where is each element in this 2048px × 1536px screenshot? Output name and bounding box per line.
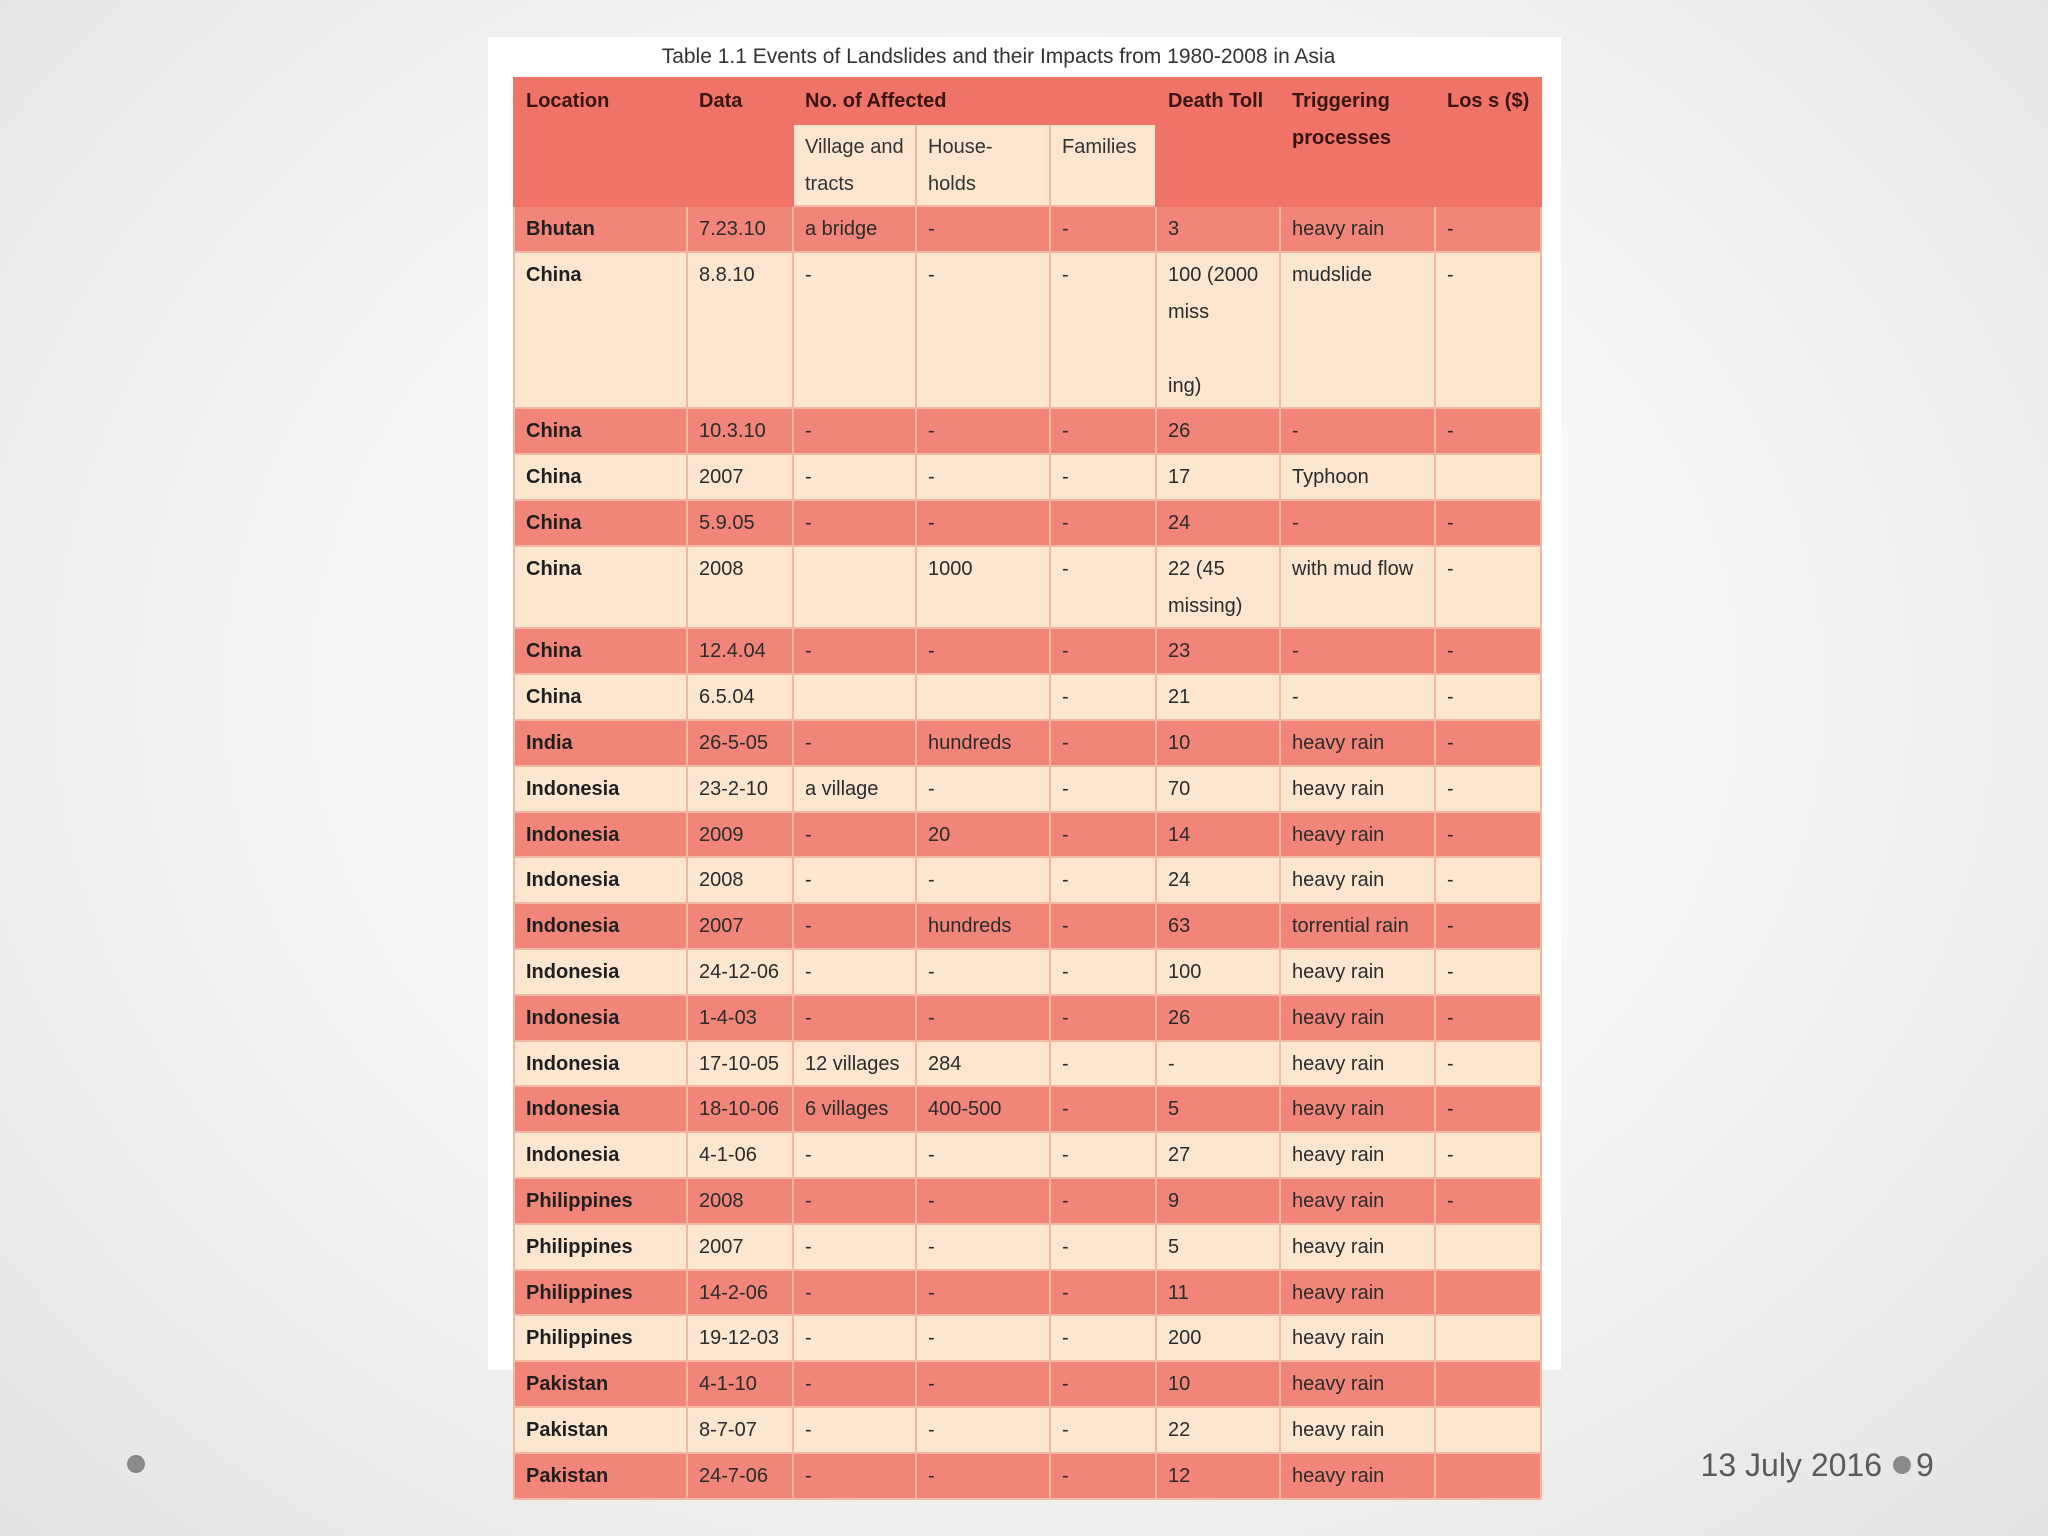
cell-death-toll: 14 xyxy=(1156,812,1280,858)
cell-death-toll: 12 xyxy=(1156,1453,1280,1499)
cell-loss: - xyxy=(1435,1132,1541,1178)
cell-location: China xyxy=(514,500,687,546)
cell-village: - xyxy=(793,1224,916,1270)
table-row xyxy=(514,454,1541,500)
header-row xyxy=(514,78,1541,124)
cell-households: - xyxy=(916,454,1050,500)
cell-village: - xyxy=(793,903,916,949)
cell-location: Indonesia xyxy=(514,903,687,949)
cell-date: 26-5-05 xyxy=(687,720,793,766)
cell-families: - xyxy=(1050,546,1156,629)
cell-households: - xyxy=(916,766,1050,812)
header-triggering: Triggering processes xyxy=(1280,78,1435,206)
cell-date: 8-7-07 xyxy=(687,1407,793,1453)
cell-location: Indonesia xyxy=(514,812,687,858)
cell-households: - xyxy=(916,1132,1050,1178)
cell-families: - xyxy=(1050,1270,1156,1316)
table-row xyxy=(514,252,1541,408)
cell-village: - xyxy=(793,1361,916,1407)
cell-date: 4-1-06 xyxy=(687,1132,793,1178)
cell-households: - xyxy=(916,857,1050,903)
table-row xyxy=(514,546,1541,629)
cell-death-toll: 21 xyxy=(1156,674,1280,720)
cell-families: - xyxy=(1050,454,1156,500)
cell-village: - xyxy=(793,1453,916,1499)
cell-families: - xyxy=(1050,949,1156,995)
cell-death-toll: 24 xyxy=(1156,500,1280,546)
cell-triggering: - xyxy=(1280,674,1435,720)
cell-households: - xyxy=(916,1178,1050,1224)
cell-village: - xyxy=(793,408,916,454)
cell-families: - xyxy=(1050,1453,1156,1499)
cell-village xyxy=(793,674,916,720)
cell-loss: - xyxy=(1435,812,1541,858)
cell-death-toll: 11 xyxy=(1156,1270,1280,1316)
cell-triggering: heavy rain xyxy=(1280,206,1435,252)
cell-loss: - xyxy=(1435,628,1541,674)
cell-loss: - xyxy=(1435,995,1541,1041)
cell-death-toll: 10 xyxy=(1156,720,1280,766)
cell-triggering: heavy rain xyxy=(1280,766,1435,812)
cell-location: Indonesia xyxy=(514,1086,687,1132)
cell-death-toll: 26 xyxy=(1156,408,1280,454)
cell-village: - xyxy=(793,1132,916,1178)
cell-date: 19-12-03 xyxy=(687,1315,793,1361)
cell-households: 400-500 xyxy=(916,1086,1050,1132)
cell-death-toll: 9 xyxy=(1156,1178,1280,1224)
cell-village: 12 villages xyxy=(793,1041,916,1087)
cell-death-toll: 100 (2000 miss ing) xyxy=(1156,252,1280,408)
cell-households: - xyxy=(916,1361,1050,1407)
cell-loss xyxy=(1435,1315,1541,1361)
cell-triggering: heavy rain xyxy=(1280,857,1435,903)
cell-households: 20 xyxy=(916,812,1050,858)
cell-date: 17-10-05 xyxy=(687,1041,793,1087)
cell-triggering: Typhoon xyxy=(1280,454,1435,500)
cell-triggering: heavy rain xyxy=(1280,1407,1435,1453)
cell-village: a bridge xyxy=(793,206,916,252)
cell-death-toll: 17 xyxy=(1156,454,1280,500)
table-row xyxy=(514,1086,1541,1132)
table-row xyxy=(514,857,1541,903)
page-number: 9 xyxy=(1916,1447,1934,1483)
cell-families: - xyxy=(1050,766,1156,812)
cell-location: Indonesia xyxy=(514,949,687,995)
cell-triggering: with mud flow xyxy=(1280,546,1435,629)
cell-date: 2008 xyxy=(687,857,793,903)
cell-loss: - xyxy=(1435,252,1541,408)
cell-loss: - xyxy=(1435,546,1541,629)
cell-date: 2008 xyxy=(687,1178,793,1224)
cell-loss: - xyxy=(1435,720,1541,766)
cell-village: - xyxy=(793,857,916,903)
header-loss: Los s ($) xyxy=(1435,78,1541,206)
cell-date: 5.9.05 xyxy=(687,500,793,546)
cell-location: China xyxy=(514,628,687,674)
cell-households: - xyxy=(916,1315,1050,1361)
cell-village: - xyxy=(793,949,916,995)
cell-triggering: heavy rain xyxy=(1280,1178,1435,1224)
table-row xyxy=(514,720,1541,766)
table-row xyxy=(514,1361,1541,1407)
footer-date: 13 July 2016 xyxy=(1700,1447,1882,1483)
table-caption: Table 1.1 Events of Landslides and their Impacts from 1980-2008 in Asia xyxy=(661,45,1336,68)
cell-village xyxy=(793,546,916,629)
cell-location: India xyxy=(514,720,687,766)
table-row xyxy=(514,766,1541,812)
cell-loss: - xyxy=(1435,903,1541,949)
cell-loss: - xyxy=(1435,500,1541,546)
cell-location: China xyxy=(514,674,687,720)
cell-triggering: heavy rain xyxy=(1280,1041,1435,1087)
cell-households: hundreds xyxy=(916,720,1050,766)
header-death-toll: Death Toll xyxy=(1156,78,1280,206)
cell-loss xyxy=(1435,1270,1541,1316)
cell-date: 4-1-10 xyxy=(687,1361,793,1407)
cell-death-toll: 27 xyxy=(1156,1132,1280,1178)
cell-loss: - xyxy=(1435,206,1541,252)
cell-families: - xyxy=(1050,1086,1156,1132)
cell-death-toll: 22 xyxy=(1156,1407,1280,1453)
cell-households: hundreds xyxy=(916,903,1050,949)
cell-death-toll: 24 xyxy=(1156,857,1280,903)
cell-families: - xyxy=(1050,1315,1156,1361)
table-row xyxy=(514,206,1541,252)
cell-triggering: heavy rain xyxy=(1280,720,1435,766)
cell-families: - xyxy=(1050,1224,1156,1270)
cell-triggering: heavy rain xyxy=(1280,1224,1435,1270)
cell-location: China xyxy=(514,252,687,408)
cell-loss: - xyxy=(1435,1178,1541,1224)
cell-death-toll: 23 xyxy=(1156,628,1280,674)
table-row xyxy=(514,674,1541,720)
table-row xyxy=(514,1407,1541,1453)
cell-death-toll: 100 xyxy=(1156,949,1280,995)
cell-location: Bhutan xyxy=(514,206,687,252)
cell-location: Pakistan xyxy=(514,1453,687,1499)
cell-households: - xyxy=(916,408,1050,454)
cell-location: China xyxy=(514,408,687,454)
cell-families: - xyxy=(1050,995,1156,1041)
cell-date: 2008 xyxy=(687,546,793,629)
table-row xyxy=(514,949,1541,995)
cell-loss: - xyxy=(1435,674,1541,720)
table-row xyxy=(514,995,1541,1041)
cell-triggering: heavy rain xyxy=(1280,812,1435,858)
cell-households: - xyxy=(916,1224,1050,1270)
cell-death-toll: 200 xyxy=(1156,1315,1280,1361)
cell-loss: - xyxy=(1435,1086,1541,1132)
cell-date: 2009 xyxy=(687,812,793,858)
cell-death-toll: 26 xyxy=(1156,995,1280,1041)
cell-village: - xyxy=(793,252,916,408)
cell-date: 24-12-06 xyxy=(687,949,793,995)
cell-village: - xyxy=(793,628,916,674)
header-households: House- holds xyxy=(916,124,1050,207)
footer-bullet-right xyxy=(1893,1456,1911,1474)
cell-households: - xyxy=(916,252,1050,408)
cell-date: 14-2-06 xyxy=(687,1270,793,1316)
cell-loss xyxy=(1435,1361,1541,1407)
cell-location: Pakistan xyxy=(514,1407,687,1453)
cell-families: - xyxy=(1050,500,1156,546)
cell-triggering: - xyxy=(1280,408,1435,454)
cell-triggering: heavy rain xyxy=(1280,1361,1435,1407)
cell-date: 24-7-06 xyxy=(687,1453,793,1499)
cell-triggering: heavy rain xyxy=(1280,949,1435,995)
cell-death-toll: - xyxy=(1156,1041,1280,1087)
cell-triggering: heavy rain xyxy=(1280,1315,1435,1361)
cell-loss xyxy=(1435,1407,1541,1453)
table-row xyxy=(514,1453,1541,1499)
table-row xyxy=(514,500,1541,546)
cell-loss xyxy=(1435,1224,1541,1270)
cell-location: Indonesia xyxy=(514,995,687,1041)
cell-loss xyxy=(1435,454,1541,500)
cell-village: - xyxy=(793,812,916,858)
cell-death-toll: 10 xyxy=(1156,1361,1280,1407)
table-row xyxy=(514,1270,1541,1316)
cell-triggering: heavy rain xyxy=(1280,995,1435,1041)
cell-loss: - xyxy=(1435,408,1541,454)
header-affected: No. of Affected xyxy=(793,78,1156,124)
cell-location: Philippines xyxy=(514,1178,687,1224)
cell-death-toll: 22 (45 missing) xyxy=(1156,546,1280,629)
cell-death-toll: 63 xyxy=(1156,903,1280,949)
cell-death-toll: 5 xyxy=(1156,1086,1280,1132)
cell-location: China xyxy=(514,454,687,500)
cell-families: - xyxy=(1050,674,1156,720)
cell-loss: - xyxy=(1435,1041,1541,1087)
cell-date: 23-2-10 xyxy=(687,766,793,812)
cell-date: 2007 xyxy=(687,1224,793,1270)
cell-village: - xyxy=(793,1315,916,1361)
table-row xyxy=(514,628,1541,674)
cell-loss: - xyxy=(1435,949,1541,995)
header-families: Families xyxy=(1050,124,1156,207)
cell-date: 12.4.04 xyxy=(687,628,793,674)
cell-location: Pakistan xyxy=(514,1361,687,1407)
table-image xyxy=(488,37,1561,1487)
cell-date: 1-4-03 xyxy=(687,995,793,1041)
cell-location: China xyxy=(514,546,687,629)
cell-households: - xyxy=(916,1453,1050,1499)
cell-households: - xyxy=(916,500,1050,546)
header-village: Village and tracts xyxy=(793,124,916,207)
cell-households: - xyxy=(916,628,1050,674)
cell-households: - xyxy=(916,949,1050,995)
cell-households: - xyxy=(916,995,1050,1041)
cell-households: - xyxy=(916,206,1050,252)
table-row xyxy=(514,1224,1541,1270)
table-row xyxy=(514,812,1541,858)
cell-households xyxy=(916,674,1050,720)
cell-families: - xyxy=(1050,628,1156,674)
cell-date: 7.23.10 xyxy=(687,206,793,252)
table-body xyxy=(514,206,1541,1498)
cell-families: - xyxy=(1050,812,1156,858)
cell-village: a village xyxy=(793,766,916,812)
footer-bullet-left xyxy=(127,1455,145,1473)
cell-location: Indonesia xyxy=(514,766,687,812)
cell-village: - xyxy=(793,720,916,766)
cell-village: - xyxy=(793,1178,916,1224)
cell-families: - xyxy=(1050,206,1156,252)
cell-location: Philippines xyxy=(514,1224,687,1270)
table-row xyxy=(514,1315,1541,1361)
cell-families: - xyxy=(1050,903,1156,949)
cell-families: - xyxy=(1050,857,1156,903)
cell-families: - xyxy=(1050,1178,1156,1224)
cell-triggering: - xyxy=(1280,628,1435,674)
cell-households: - xyxy=(916,1270,1050,1316)
cell-families: - xyxy=(1050,1407,1156,1453)
table-row xyxy=(514,903,1541,949)
cell-date: 10.3.10 xyxy=(687,408,793,454)
cell-triggering: - xyxy=(1280,500,1435,546)
cell-date: 2007 xyxy=(687,903,793,949)
cell-death-toll: 3 xyxy=(1156,206,1280,252)
cell-date: 2007 xyxy=(687,454,793,500)
cell-triggering: heavy rain xyxy=(1280,1270,1435,1316)
cell-triggering: heavy rain xyxy=(1280,1086,1435,1132)
header-location: Location xyxy=(514,78,687,206)
table-wrap xyxy=(513,77,1540,1500)
cell-death-toll: 70 xyxy=(1156,766,1280,812)
cell-location: Philippines xyxy=(514,1270,687,1316)
cell-families: - xyxy=(1050,1132,1156,1178)
cell-loss xyxy=(1435,1453,1541,1499)
cell-triggering: heavy rain xyxy=(1280,1132,1435,1178)
cell-triggering: heavy rain xyxy=(1280,1453,1435,1499)
cell-date: 18-10-06 xyxy=(687,1086,793,1132)
cell-loss: - xyxy=(1435,857,1541,903)
landslide-table xyxy=(513,77,1542,1500)
cell-families: - xyxy=(1050,252,1156,408)
cell-triggering: mudslide xyxy=(1280,252,1435,408)
cell-village: - xyxy=(793,500,916,546)
cell-families: - xyxy=(1050,1361,1156,1407)
cell-families: - xyxy=(1050,1041,1156,1087)
cell-village: - xyxy=(793,1270,916,1316)
cell-location: Indonesia xyxy=(514,857,687,903)
cell-village: - xyxy=(793,454,916,500)
cell-village: - xyxy=(793,995,916,1041)
table-row xyxy=(514,408,1541,454)
table-row xyxy=(514,1132,1541,1178)
cell-village: 6 villages xyxy=(793,1086,916,1132)
cell-families: - xyxy=(1050,720,1156,766)
cell-families: - xyxy=(1050,408,1156,454)
cell-loss: - xyxy=(1435,766,1541,812)
cell-households: - xyxy=(916,1407,1050,1453)
table-row xyxy=(514,1041,1541,1087)
cell-triggering: torrential rain xyxy=(1280,903,1435,949)
cell-village: - xyxy=(793,1407,916,1453)
cell-location: Indonesia xyxy=(514,1041,687,1087)
cell-households: 284 xyxy=(916,1041,1050,1087)
cell-location: Indonesia xyxy=(514,1132,687,1178)
cell-households: 1000 xyxy=(916,546,1050,629)
table-row xyxy=(514,1178,1541,1224)
cell-death-toll: 5 xyxy=(1156,1224,1280,1270)
cell-location: Philippines xyxy=(514,1315,687,1361)
cell-date: 8.8.10 xyxy=(687,252,793,408)
header-data: Data xyxy=(687,78,793,206)
cell-date: 6.5.04 xyxy=(687,674,793,720)
